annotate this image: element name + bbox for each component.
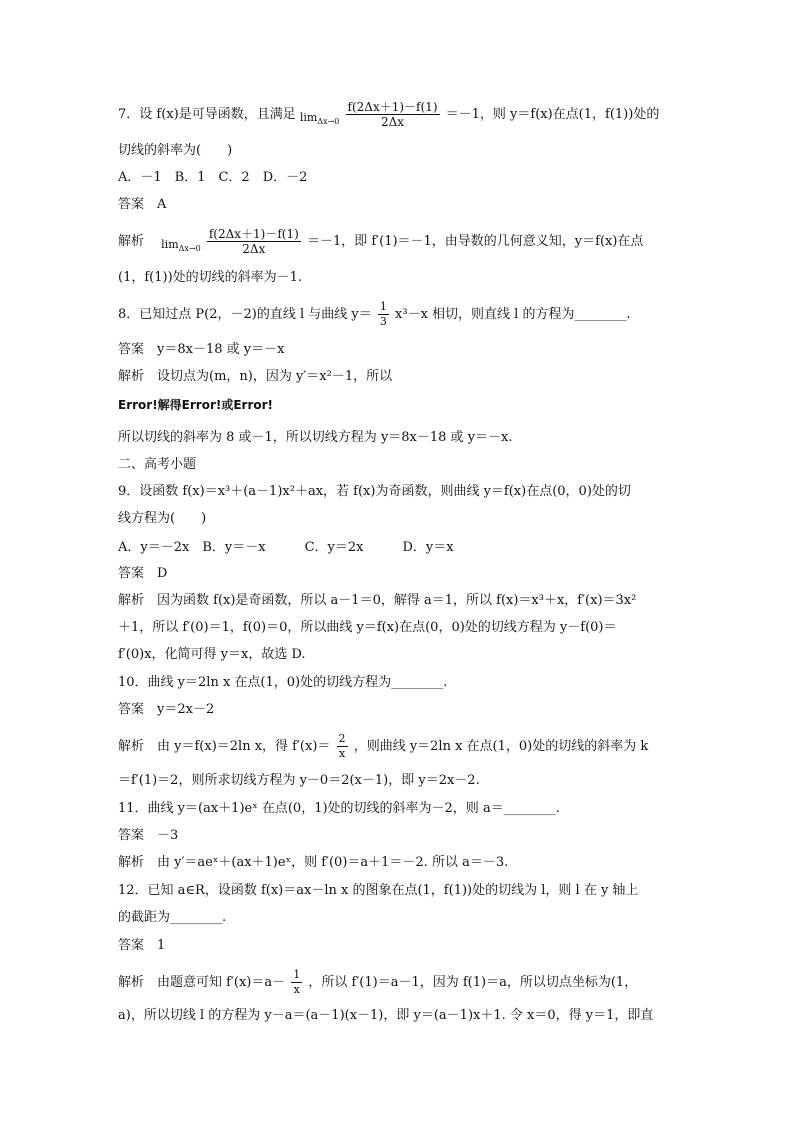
q7-stem <box>118 100 659 129</box>
q11-stem: 11．曲线 y＝(ax＋1)eˣ 在点(0，1)处的切线的斜率为－2，则 a＝________. <box>118 801 560 816</box>
q11-answer: 答案 －3 <box>118 828 179 843</box>
q9-analysis-line1: 解析 因为函数 f(x)是奇函数，所以 a－1＝0，解得 a＝1，所以 f(x)＝x³＋x，f′(x)＝3x² <box>118 593 637 608</box>
q7-analysis-fraction: $\frac{f(2\Delta x+1)-f(1)}{2\Delta x}$ <box>208 227 299 256</box>
q8-analysis: 解析 设切点为(m，n)，因为 y′＝x²－1，所以 <box>118 369 393 384</box>
q9-analysis-line3: f′(0)x，化简可得 y＝x，故选 D. <box>118 647 306 662</box>
section-heading: 二、高考小题 <box>118 457 197 472</box>
q8-stem: 8．已知过点 P(2，－2)的直线 l 与曲线 y＝ $\frac{1}{3}$ x³－x 相切，则直线 l 的方程为________. <box>118 300 631 328</box>
q10-analysis: 解析 由 y＝f(x)＝2ln x，得 f′(x)＝ $\frac{2}{x}$ ，则曲线 y＝2ln x 在点(1，0)处的切线的斜率为 k <box>118 732 649 760</box>
q12-stem-line2: 的截距为________. <box>118 910 227 925</box>
q10-answer: 答案 y＝2x－2 <box>118 702 215 717</box>
q7-stem-post: ＝－1，则 y＝f(x)在点(1，f(1))处的 <box>445 107 660 122</box>
q7-stem-pre: 7．设 f(x)是可导函数，且满足 <box>118 107 296 122</box>
q12-analysis: 解析 由题意可知 f′(x)＝a－ $\frac{1}{x}$ ，所以 f′(1)＝a－1，因为 f(1)＝a，所以切点坐标为(1， <box>118 968 638 996</box>
q8-fraction: $\frac{1}{3}$ <box>379 300 387 328</box>
q12-answer: 答案 1 <box>118 938 166 953</box>
q12-stem: 12．已知 a∈R，设函数 f(x)＝ax－ln x 的图象在点(1，f(1))处的切线为 l，则 l 在 y 轴上 <box>118 883 639 898</box>
q7-analysis-limit: limΔx→0 <box>161 238 201 254</box>
q8-answer: 答案 y＝8x－18 或 y＝－x <box>118 342 285 357</box>
q7-stem-line2: 切线的斜率为( ) <box>118 143 233 158</box>
q9-options: A．y＝－2x B．y＝－x C．y＝2x D．y＝x <box>118 540 454 555</box>
q9-stem-line2: 线方程为( ) <box>118 511 207 526</box>
q7-analysis-line2: (1，f(1))处的切线的斜率为－1. <box>118 270 303 285</box>
q9-answer: 答案 D <box>118 566 168 581</box>
q9-analysis-line2: ＋1，所以 f′(0)＝1，f(0)＝0，所以曲线 y＝f(x)在点(0，0)处的切线方程为 y－f(0)＝ <box>118 620 617 635</box>
q10-fraction: $\frac{2}{x}$ <box>338 732 346 760</box>
q7-analysis: 解析 $_{lim_{\Delta x\to 0}}$ $\frac{f(2\Delta x+1)-f(1)}{2\Delta x}$ ＝－1，即 f′(1)＝－1，由导数的几何意义知，y＝f(x)在点 <box>118 227 644 256</box>
q9-stem: 9．设函数 f(x)＝x³＋(a－1)x²＋ax，若 f(x)为奇函数，则曲线 y＝f(x)在点(0，0)处的切 <box>118 484 631 499</box>
q11-analysis: 解析 由 y′＝aeˣ＋(ax＋1)eˣ，则 f′(0)＝a＋1＝－2. 所以 a＝－3. <box>118 855 509 870</box>
q12-fraction: $\frac{1}{x}$ <box>293 968 301 996</box>
q12-analysis-line2: a)，所以切线 l 的方程为 y－a＝(a－1)(x－1)，即 y＝(a－1)x＋1. 令 x＝0，得 y＝1，即直 <box>118 1008 654 1023</box>
q8-conclusion: 所以切线的斜率为 8 或－1，所以切线方程为 y＝8x－18 或 y＝－x. <box>118 430 513 445</box>
q10-analysis-line2: ＝f′(1)＝2，则所求切线方程为 y－0＝2(x－1)，即 y＝2x－2. <box>118 773 480 788</box>
q7-options: A．－1 B．1 C．2 D．－2 <box>118 170 308 185</box>
q8-error-line: Error!解得Error!或Error! <box>118 398 274 412</box>
q7-limit: limΔx→0 <box>299 111 340 127</box>
q7-answer: 答案 A <box>118 197 167 212</box>
q7-fraction: $\frac{f(2\Delta x+1)-f(1)}{2\Delta x}$ <box>347 100 438 129</box>
q10-stem: 10．曲线 y＝2ln x 在点(1，0)处的切线方程为________. <box>118 675 448 690</box>
